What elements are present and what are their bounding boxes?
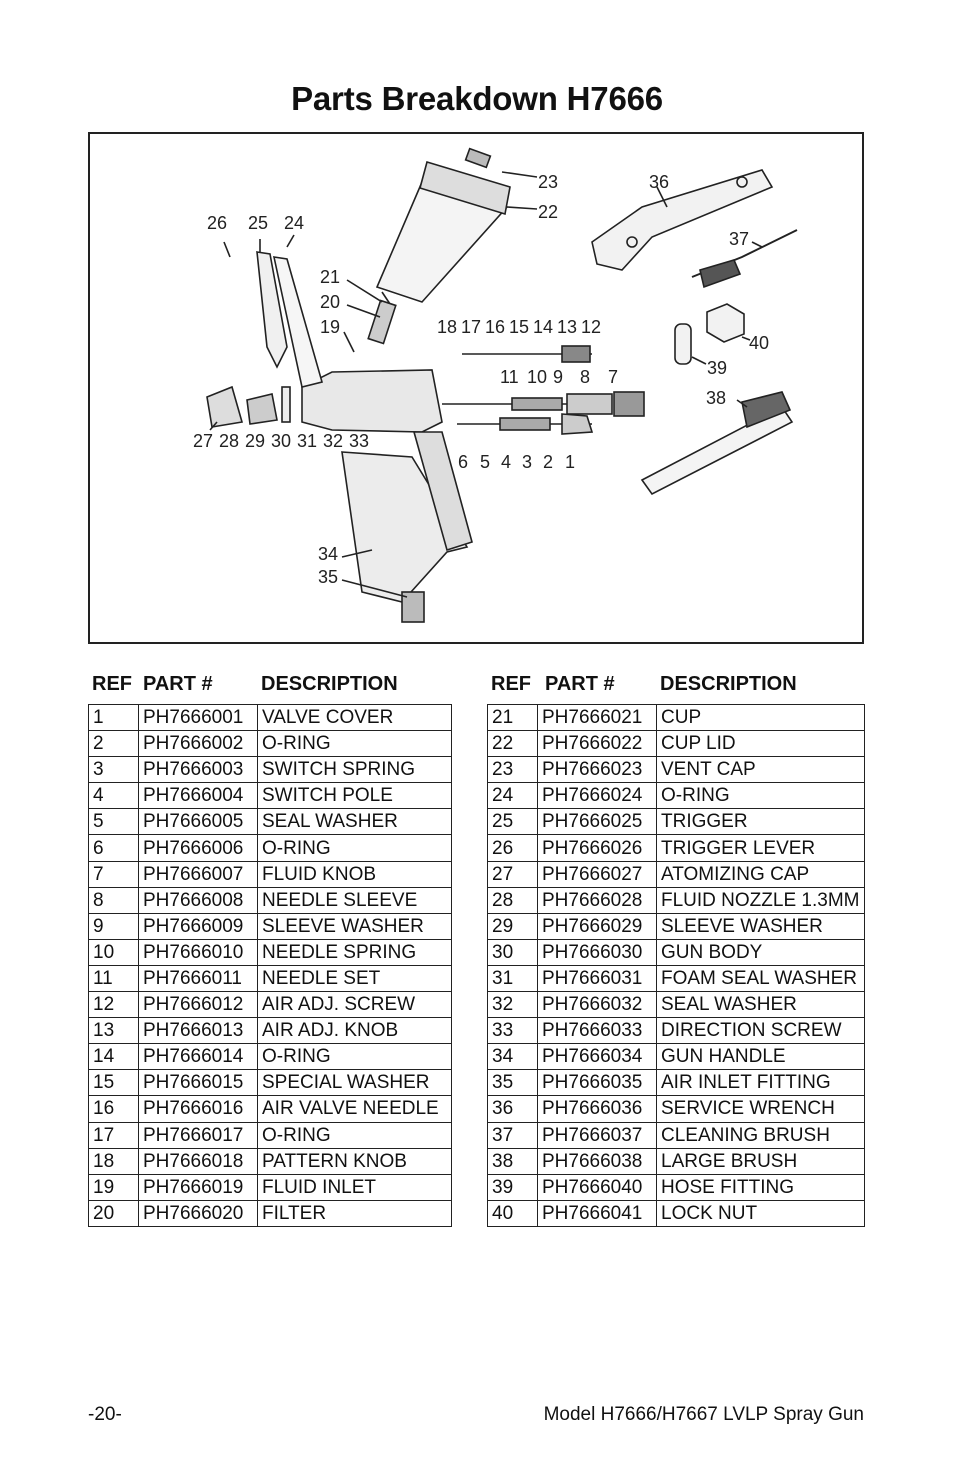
ref-cell: 10 (89, 939, 139, 965)
ref-cell: 19 (89, 1174, 139, 1200)
callout-label: 31 (297, 431, 318, 451)
part-number-cell: PH7666040 (538, 1174, 657, 1200)
description-cell: GUN BODY (657, 939, 865, 965)
part-number-cell: PH7666036 (538, 1096, 657, 1122)
part-number-cell: PH7666032 (538, 992, 657, 1018)
table-row (89, 1122, 452, 1148)
callout-label: 28 (219, 431, 240, 451)
part-number-cell: PH7666016 (139, 1096, 258, 1122)
ref-cell: 25 (488, 809, 538, 835)
ref-cell: 2 (89, 731, 139, 757)
table-row (89, 705, 452, 731)
callout-label: 13 (557, 317, 578, 337)
right-header-part: PART # (545, 673, 615, 695)
callout-label: 1 (565, 452, 576, 472)
description-cell: DIRECTION SCREW (657, 1018, 865, 1044)
table-row (89, 861, 452, 887)
callout-label: 29 (245, 431, 266, 451)
table-row (89, 1096, 452, 1122)
callout-label: 20 (320, 292, 341, 312)
ref-cell: 21 (488, 705, 538, 731)
ref-cell: 34 (488, 1044, 538, 1070)
left-header-part: PART # (143, 673, 213, 695)
table-row (89, 939, 452, 965)
table-row (488, 1070, 865, 1096)
description-cell: NEEDLE SPRING (258, 939, 452, 965)
parts-table-right (487, 704, 865, 1227)
part-number-cell: PH7666035 (538, 1070, 657, 1096)
ref-cell: 35 (488, 1070, 538, 1096)
callout-label: 6 (458, 452, 469, 472)
callout-label: 22 (538, 202, 559, 222)
description-cell: SPECIAL WASHER (258, 1070, 452, 1096)
part-number-cell: PH7666019 (139, 1174, 258, 1200)
callout-label: 10 (527, 367, 548, 387)
part-number-cell: PH7666005 (139, 809, 258, 835)
part-number-cell: PH7666010 (139, 939, 258, 965)
part-number-cell: PH7666027 (538, 861, 657, 887)
table-row (89, 965, 452, 991)
part-number-cell: PH7666008 (139, 887, 258, 913)
callout-label: 18 (437, 317, 458, 337)
part-number-cell: PH7666017 (139, 1122, 258, 1148)
callout-label: 40 (749, 333, 770, 353)
description-cell: SEAL WASHER (258, 809, 452, 835)
table-row (89, 757, 452, 783)
callout-label: 16 (485, 317, 506, 337)
part-number-cell: PH7666025 (538, 809, 657, 835)
description-cell: NEEDLE SLEEVE (258, 887, 452, 913)
callout-label: 32 (323, 431, 344, 451)
part-number-cell: PH7666020 (139, 1200, 258, 1226)
ref-cell: 1 (89, 705, 139, 731)
callout-label: 17 (461, 317, 482, 337)
right-header-ref: REF (491, 673, 531, 695)
part-number-cell: PH7666030 (538, 939, 657, 965)
table-row (488, 887, 865, 913)
ref-cell: 36 (488, 1096, 538, 1122)
callout-label: 3 (522, 452, 533, 472)
part-number-cell: PH7666023 (538, 757, 657, 783)
spray-gun-exploded-view (90, 134, 862, 642)
parts-table-left (88, 704, 452, 1227)
table-row (488, 705, 865, 731)
part-number-cell: PH7666018 (139, 1148, 258, 1174)
table-row (488, 1200, 865, 1226)
table-row (488, 783, 865, 809)
description-cell: FOAM SEAL WASHER (657, 965, 865, 991)
left-header-description: DESCRIPTION (261, 673, 398, 695)
callout-label: 11 (500, 367, 519, 387)
part-number-cell: PH7666024 (538, 783, 657, 809)
callout-label: 2 (543, 452, 554, 472)
ref-cell: 39 (488, 1174, 538, 1200)
description-cell: AIR INLET FITTING (657, 1070, 865, 1096)
description-cell: AIR VALVE NEEDLE (258, 1096, 452, 1122)
parts-diagram (88, 132, 864, 644)
ref-cell: 4 (89, 783, 139, 809)
part-number-cell: PH7666003 (139, 757, 258, 783)
part-number-cell: PH7666004 (139, 783, 258, 809)
callout-label: 27 (193, 431, 214, 451)
table-row (89, 1044, 452, 1070)
callout-label: 19 (320, 317, 341, 337)
ref-cell: 33 (488, 1018, 538, 1044)
part-number-cell: PH7666029 (538, 913, 657, 939)
table-row (488, 1122, 865, 1148)
part-number-cell: PH7666011 (139, 965, 258, 991)
left-header-ref: REF (92, 673, 132, 695)
description-cell: VENT CAP (657, 757, 865, 783)
table-row (488, 757, 865, 783)
model-footer: Model H7666/H7667 LVLP Spray Gun (543, 1404, 864, 1425)
description-cell: TRIGGER (657, 809, 865, 835)
ref-cell: 8 (89, 887, 139, 913)
ref-cell: 28 (488, 887, 538, 913)
callout-label: 30 (271, 431, 292, 451)
description-cell: SLEEVE WASHER (657, 913, 865, 939)
table-row (89, 913, 452, 939)
part-number-cell: PH7666037 (538, 1122, 657, 1148)
ref-cell: 14 (89, 1044, 139, 1070)
part-number-cell: PH7666034 (538, 1044, 657, 1070)
description-cell: O-RING (258, 1122, 452, 1148)
callout-label: 4 (501, 452, 512, 472)
callout-label: 24 (284, 213, 305, 233)
table-row (488, 1018, 865, 1044)
callout-label: 25 (248, 213, 269, 233)
description-cell: FLUID KNOB (258, 861, 452, 887)
table-row (89, 1200, 452, 1226)
ref-cell: 30 (488, 939, 538, 965)
callout-label: 33 (349, 431, 370, 451)
table-row (488, 835, 865, 861)
part-number-cell: PH7666015 (139, 1070, 258, 1096)
description-cell: SWITCH POLE (258, 783, 452, 809)
part-number-cell: PH7666031 (538, 965, 657, 991)
part-number-cell: PH7666022 (538, 731, 657, 757)
description-cell: SERVICE WRENCH (657, 1096, 865, 1122)
table-row (89, 1148, 452, 1174)
description-cell: CUP (657, 705, 865, 731)
description-cell: SLEEVE WASHER (258, 913, 452, 939)
ref-cell: 23 (488, 757, 538, 783)
ref-cell: 13 (89, 1018, 139, 1044)
part-number-cell: PH7666026 (538, 835, 657, 861)
description-cell: O-RING (258, 731, 452, 757)
callout-label: 21 (320, 267, 341, 287)
ref-cell: 16 (89, 1096, 139, 1122)
ref-cell: 6 (89, 835, 139, 861)
part-number-cell: PH7666014 (139, 1044, 258, 1070)
description-cell: FLUID INLET (258, 1174, 452, 1200)
description-cell: SEAL WASHER (657, 992, 865, 1018)
description-cell: CLEANING BRUSH (657, 1122, 865, 1148)
table-row (488, 809, 865, 835)
description-cell: O-RING (258, 1044, 452, 1070)
table-row (488, 939, 865, 965)
description-cell: O-RING (657, 783, 865, 809)
ref-cell: 20 (89, 1200, 139, 1226)
description-cell: FLUID NOZZLE 1.3MM (657, 887, 865, 913)
table-row (89, 1070, 452, 1096)
part-number-cell: PH7666006 (139, 835, 258, 861)
table-row (488, 992, 865, 1018)
part-number-cell: PH7666007 (139, 861, 258, 887)
callout-label: 36 (649, 172, 670, 192)
table-row (89, 992, 452, 1018)
part-number-cell: PH7666002 (139, 731, 258, 757)
table-row (488, 1096, 865, 1122)
part-number-cell: PH7666028 (538, 887, 657, 913)
table-row (89, 731, 452, 757)
page-title: Parts Breakdown H7666 (291, 80, 663, 117)
callout-label: 8 (580, 367, 591, 387)
ref-cell: 15 (89, 1070, 139, 1096)
description-cell: AIR ADJ. SCREW (258, 992, 452, 1018)
callout-label: 37 (729, 229, 750, 249)
table-row (488, 1044, 865, 1070)
ref-cell: 26 (488, 835, 538, 861)
callout-label: 39 (707, 358, 728, 378)
ref-cell: 17 (89, 1122, 139, 1148)
callout-label: 34 (318, 544, 339, 564)
page-number: -20- (88, 1404, 122, 1425)
ref-cell: 27 (488, 861, 538, 887)
description-cell: LARGE BRUSH (657, 1148, 865, 1174)
part-number-cell: PH7666041 (538, 1200, 657, 1226)
ref-cell: 18 (89, 1148, 139, 1174)
table-row (488, 731, 865, 757)
description-cell: TRIGGER LEVER (657, 835, 865, 861)
ref-cell: 12 (89, 992, 139, 1018)
ref-cell: 40 (488, 1200, 538, 1226)
ref-cell: 31 (488, 965, 538, 991)
description-cell: ATOMIZING CAP (657, 861, 865, 887)
table-row (488, 913, 865, 939)
description-cell: AIR ADJ. KNOB (258, 1018, 452, 1044)
table-row (488, 1174, 865, 1200)
table-row (488, 1148, 865, 1174)
description-cell: HOSE FITTING (657, 1174, 865, 1200)
table-row (488, 965, 865, 991)
ref-cell: 24 (488, 783, 538, 809)
callout-label: 35 (318, 567, 339, 587)
description-cell: FILTER (258, 1200, 452, 1226)
table-row (89, 1174, 452, 1200)
callout-label: 26 (207, 213, 228, 233)
part-number-cell: PH7666001 (139, 705, 258, 731)
right-header-description: DESCRIPTION (660, 673, 797, 695)
table-row (89, 783, 452, 809)
ref-cell: 37 (488, 1122, 538, 1148)
description-cell: LOCK NUT (657, 1200, 865, 1226)
table-row (89, 809, 452, 835)
table-row (89, 1018, 452, 1044)
part-number-cell: PH7666021 (538, 705, 657, 731)
part-number-cell: PH7666033 (538, 1018, 657, 1044)
callout-label: 7 (608, 367, 619, 387)
callout-label: 5 (480, 452, 491, 472)
description-cell: SWITCH SPRING (258, 757, 452, 783)
description-cell: O-RING (258, 835, 452, 861)
callout-label: 38 (706, 388, 727, 408)
ref-cell: 3 (89, 757, 139, 783)
callout-label: 15 (509, 317, 530, 337)
ref-cell: 5 (89, 809, 139, 835)
part-number-cell: PH7666038 (538, 1148, 657, 1174)
part-number-cell: PH7666009 (139, 913, 258, 939)
description-cell: VALVE COVER (258, 705, 452, 731)
description-cell: PATTERN KNOB (258, 1148, 452, 1174)
ref-cell: 38 (488, 1148, 538, 1174)
ref-cell: 22 (488, 731, 538, 757)
ref-cell: 7 (89, 861, 139, 887)
ref-cell: 29 (488, 913, 538, 939)
table-row (89, 835, 452, 861)
ref-cell: 32 (488, 992, 538, 1018)
part-number-cell: PH7666013 (139, 1018, 258, 1044)
table-row (89, 887, 452, 913)
table-row (488, 861, 865, 887)
description-cell: NEEDLE SET (258, 965, 452, 991)
ref-cell: 9 (89, 913, 139, 939)
description-cell: CUP LID (657, 731, 865, 757)
description-cell: GUN HANDLE (657, 1044, 865, 1070)
callout-label: 9 (553, 367, 564, 387)
ref-cell: 11 (89, 965, 139, 991)
callout-label: 12 (581, 317, 602, 337)
callout-label: 23 (538, 172, 559, 192)
callout-label: 14 (533, 317, 554, 337)
part-number-cell: PH7666012 (139, 992, 258, 1018)
